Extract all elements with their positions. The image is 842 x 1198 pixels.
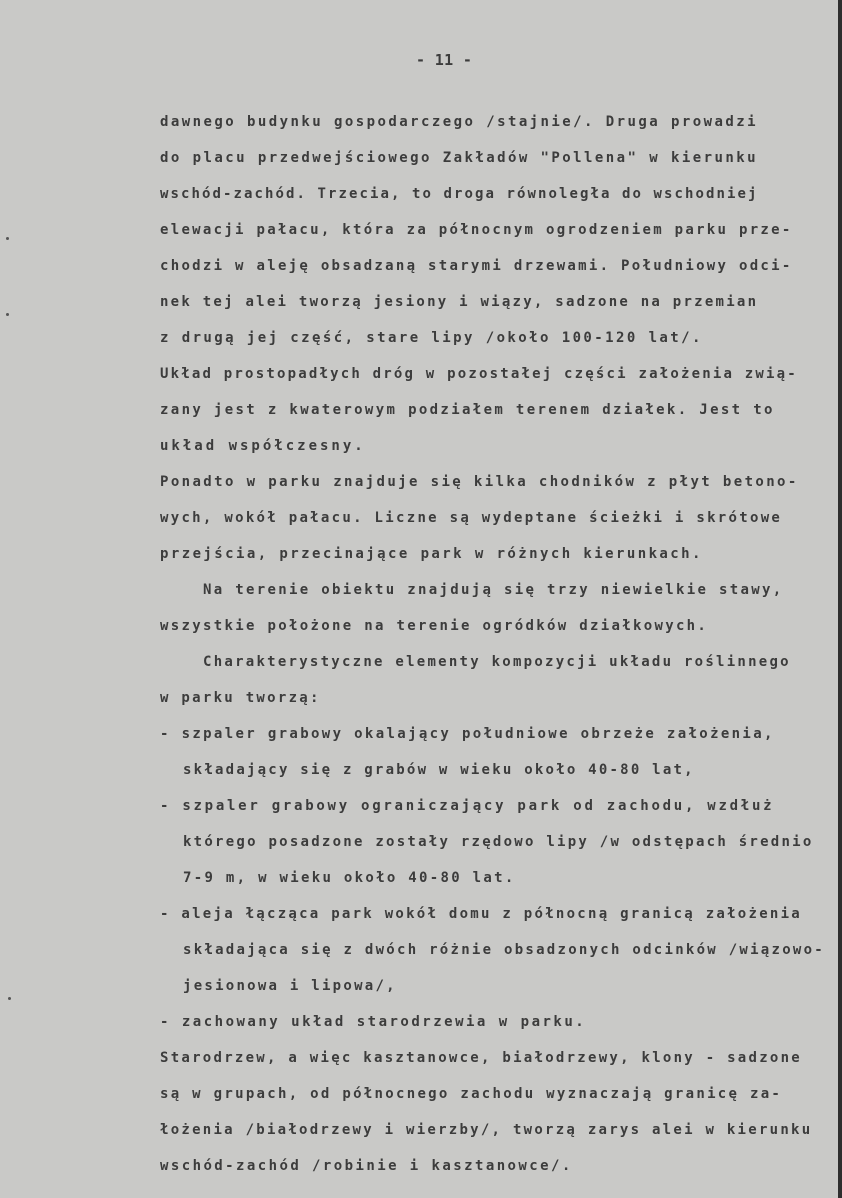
text-line: przejścia, przecinające park w różnych kierunkach.: [160, 546, 703, 562]
speck: [6, 313, 9, 316]
speck: [8, 997, 11, 1000]
text-line: wschód-zachód. Trzecia, to droga równoległa do wschodniej: [160, 186, 759, 202]
page-number: - 11 -: [416, 51, 473, 69]
list-item: - aleja łącząca park wokół domu z północną granicą założenia: [160, 906, 802, 922]
text-line: układ współczesny.: [160, 438, 366, 454]
text-line: nek tej alei tworzą jesiony i wiązy, sadzone na przemian: [160, 294, 759, 310]
text-line: są w grupach, od północnego zachodu wyznaczają granicę za-: [160, 1086, 783, 1102]
text-line: wszystkie położone na terenie ogródków działkowych.: [160, 618, 709, 634]
text-line: wych, wokół pałacu. Liczne są wydeptane ścieżki i skrótowe: [160, 510, 783, 526]
text-line: składający się z grabów w wieku około 40-80 lat,: [183, 762, 695, 778]
text-line: do placu przedwejściowego Zakładów "Pollena" w kierunku: [160, 150, 759, 166]
page-edge: [838, 0, 842, 1198]
speck: [6, 237, 9, 240]
text-line: wschód-zachód /robinie i kasztanowce/.: [160, 1158, 573, 1174]
list-item: - zachowany układ starodrzewia w parku.: [160, 1014, 587, 1030]
text-line: składająca się z dwóch różnie obsadzonych odcinków /wiązowo-: [183, 942, 825, 958]
text-line: Na terenie obiektu znajdują się trzy niewielkie stawy,: [203, 582, 784, 598]
text-line: chodzi w aleję obsadzaną starymi drzewami. Południowy odci-: [160, 258, 793, 274]
list-item: - szpaler grabowy ograniczający park od zachodu, wzdłuż: [160, 798, 775, 814]
text-line: 7-9 m, w wieku około 40-80 lat.: [183, 870, 516, 886]
text-line: zany jest z kwaterowym podziałem terenem działek. Jest to: [160, 402, 775, 418]
text-line: Starodrzew, a więc kasztanowce, białodrzewy, klony - sadzone: [160, 1050, 802, 1066]
text-line: w parku tworzą:: [160, 690, 321, 706]
list-item: - szpaler grabowy okalający południowe obrzeże założenia,: [160, 726, 775, 742]
text-line: z drugą jej część, stare lipy /około 100-120 lat/.: [160, 330, 703, 346]
text-line: łożenia /białodrzewy i wierzby/, tworzą zarys alei w kierunku: [160, 1122, 813, 1138]
text-line: dawnego budynku gospodarczego /stajnie/. Druga prowadzi: [160, 114, 759, 130]
text-line: Charakterystyczne elementy kompozycji układu roślinnego: [203, 654, 791, 670]
text-line: jesionowa i lipowa/,: [183, 978, 397, 994]
text-line: Układ prostopadłych dróg w pozostałej części założenia zwią-: [160, 366, 798, 382]
text-line: elewacji pałacu, która za północnym ogrodzeniem parku prze-: [160, 222, 793, 238]
text-line: Ponadto w parku znajduje się kilka chodników z płyt betono-: [160, 474, 799, 490]
text-line: którego posadzone zostały rzędowo lipy /w odstępach średnio: [183, 834, 814, 850]
